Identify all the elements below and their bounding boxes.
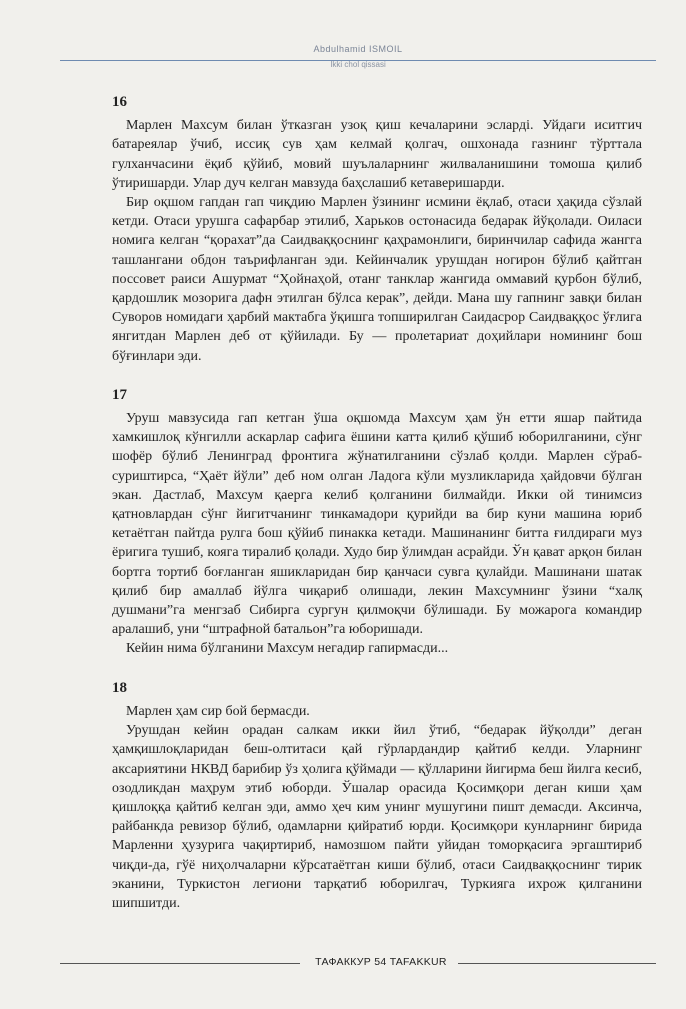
paragraph: Уруш мавзусида гап кетган ўша оқшомда Махсум ҳам ўн етти яшар пайтида хамкишлоқ кўнгилли аскарлар сафига ёшини катта қилиб қўшиб юборилганини, сўнг шофёр бўлиб Ленинград фронтига жўнатилганини сўзлаб қолди. Марлен сўраб-суриштирса, “Ҳаёт йўли” деб ном олган Ладога кўли музликларида ҳайдовчи бўлган экан. Дастлаб, Махсум қаерга келиб қолганини билмайди. Икки ой тинимсиз қатновлардан сўнг йигитчанинг тинкамадори қурийди ва бир куни машина юриб кетаётган пайтда рулга бош қўйиб пинакка кетади. Машинанинг битта ғилдираги муз ёригига тушиб, кояга тиралиб қолади. Худо бир ўлимдан асрайди. Ўн қават арқон билан бортга тортиб боғланган яшикларидан бир қанчаси сувга қулайди. Машинани шатак қилиб бир амаллаб йўлга чиқариб олишади, лекин Махсумнинг ўзини “халқ душмани”га менгзаб Сибирга сургун қилмоқчи бўлишади. Бу можарога командир аралашиб, уни “штрафной батальон”га юборишади. xyxy=(112,411,642,638)
section-number: 17 xyxy=(112,386,127,403)
footer-rule-right xyxy=(458,963,656,964)
page-header xyxy=(60,44,656,69)
section-17 xyxy=(112,386,642,659)
header-rule xyxy=(60,60,656,61)
paragraph: Марлен Махсум билан ўтказган узоқ қиш кечаларини эслардi. Уйдаги иситгич батареялар ўчиб, иссиқ сув ҳам келмай қолгач, ошхонада газнинг тўрттала гулханчасини ёқиб қўйиб, мовий шуълаларнинг жилваланишини томоша қилиб ўтиришарди. Улар дуч келган мавзуда баҳслашиб кетаверишарди. xyxy=(112,118,642,191)
section-18 xyxy=(112,679,642,913)
header-subtitle: Ikki chol qissasi xyxy=(330,60,386,69)
paragraph: Кейин нима бўлганини Махсум негадир гапирмасди... xyxy=(126,641,449,657)
paragraph: Марлен ҳам сир бой бермасди. xyxy=(126,703,310,719)
page-footer xyxy=(60,956,656,970)
section-number: 18 xyxy=(112,679,127,696)
paragraph: Бир оқшом гапдан гап чиқдию Марлен ўзининг исмини ёқлаб, отаси ҳақида сўзлай кетди. Отаси урушга сафарбар этилиб, Харьков остонасида бедарак йўқолади. Оиласи номига келган “қорахат”да Саидваққоснинг қаҳрамонлиги, биринчилар сафида жангга ташлангани обдон таърифланган эди. Кейинчалик урушдан ногирон бўлиб қайтган поссовет раиси Ашурмат “Ҳойнаҳой, отанг танклар жангида оммавий қурбон бўлиб, қардошлик мозорига дафн этилган бўлса керак”, дейди. Мана шу гапнинг завқи билан Суворов номидаги ҳарбий мактабга ўқишга топширилган Саидасрор Саидваққос ўғлига янгитдан Марлен деб от қўйилади. Бу — пролетариат доҳийлари номининг бош бўғинлари эди. xyxy=(112,195,642,364)
footer-rule-left xyxy=(60,963,300,964)
article-body xyxy=(112,93,642,933)
header-author: Abdulhamid ISMOIL xyxy=(313,44,403,54)
section-number: 16 xyxy=(112,94,127,110)
section-16 xyxy=(112,93,642,366)
footer-label: ТАФАККУР 54 TAFAKKUR xyxy=(315,956,447,968)
paragraph: Урушдан кейин орадан салкам икки йил ўтиб, “бедарак йўқолди” деган ҳамқишлоқларидан беш-олтитаси қай гўрлардандир қайтиб келди. Уларнинг аксариятини НКВД барибир ўз ҳолига қўймади — қўлларини йигирма беш йилга кесиб, озодликдан маҳрум этиб юборди. Ўшалар орасида Қосимқори деган киши ҳам қишлоққа қайтиб келган эди, аммо ҳеч ким унинг мушугини пишт демасди. Аксинча, райбанкда ревизор бўлиб, одамларни қийратиб юрди. Қосимқори кунларнинг бирида Марленни ҳузурига чақиртириб, намозшом пайти уйидан томорқасига эргаштириб чиқди-да, гўё ниҳолчаларни кўрсатаётган киши бўлиб, отаси Саидваққоснинг тирик эканини, Туркистон легиони тарқатиб юборилгач, Туркияга ихрож қилганини шипшитди. xyxy=(112,723,642,911)
